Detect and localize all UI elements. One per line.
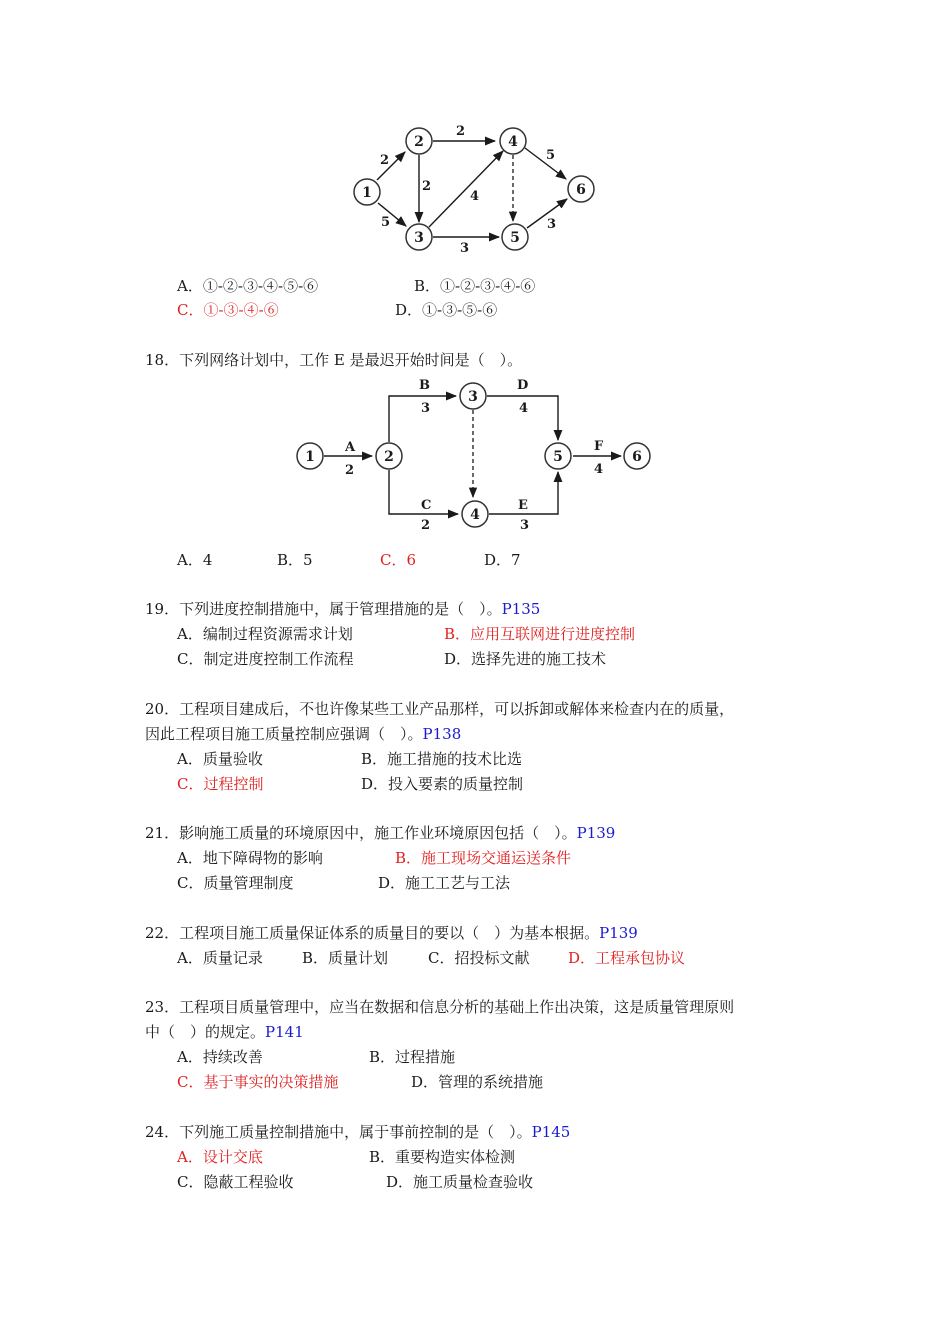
svg-text:1: 1 [305, 449, 315, 465]
q19-option-a[interactable]: A．编制过程资源需求计划 [177, 625, 353, 643]
q18-activity-d-duration: 4 [519, 401, 529, 416]
q20-question-stem-line1: 20．工程项目建成后，不也许像某些工业产品那样，可以拆卸或解体来检查内在的质量， [145, 700, 735, 718]
q23-question-stem-line2: 中（ ）的规定。P141 [145, 1023, 304, 1041]
q22-option-b[interactable]: B．质量计划 [302, 949, 389, 967]
q18-activity-e-name: E [518, 498, 528, 513]
svg-text:4: 4 [470, 507, 480, 523]
q17-edge-label: 5 [381, 215, 391, 230]
q17-edge-label: 2 [456, 124, 466, 139]
svg-text:1: 1 [362, 185, 372, 201]
q22-question-stem: 22．工程项目施工质量保证体系的质量目的要以（ ）为基本根据。P139 [145, 924, 638, 942]
q18-activity-a-duration: 2 [345, 463, 355, 478]
q24-question-stem: 24．下列施工质量控制措施中，属于事前控制的是（ ）。P145 [145, 1123, 571, 1141]
q23-question-stem-line1: 23．工程项目质量管理中，应当在数据和信息分析的基础上作出决策，这是质量管理原则 [145, 998, 735, 1016]
q22-option-d-answer[interactable]: D．工程承包协议 [568, 949, 686, 967]
q18-node-3 [460, 383, 486, 409]
q18-node-1 [297, 443, 323, 469]
q17-node-4 [500, 128, 526, 154]
svg-text:6: 6 [632, 449, 642, 465]
q22-option-c[interactable]: C．招投标文献 [428, 949, 530, 967]
q24-page-ref: P145 [531, 1123, 571, 1141]
q18-network-diagram [297, 378, 650, 533]
q18-node-4 [462, 501, 488, 527]
q17-node-2 [406, 128, 432, 154]
q18-option-b[interactable]: B．5 [277, 551, 313, 569]
q23-option-c-answer[interactable]: C．基于事实的决策措施 [177, 1073, 339, 1091]
svg-text:5: 5 [510, 230, 520, 246]
svg-text:3: 3 [414, 230, 424, 246]
q18-option-d[interactable]: D．7 [484, 551, 521, 569]
q18-option-a[interactable]: A．4 [177, 551, 213, 569]
q17-edge-label: 4 [470, 189, 480, 204]
q18-activity-b-duration: 3 [421, 401, 431, 416]
q20-question-stem-line2: 因此工程项目施工质量控制应强调（ ）。P138 [145, 725, 462, 743]
q22-page-ref: P139 [599, 924, 638, 942]
q18-activity-c-name: C [421, 498, 432, 513]
q17-option-a[interactable]: A．①-②-③-④-⑤-⑥ [177, 277, 319, 295]
q24-option-a-answer[interactable]: A．设计交底 [177, 1148, 263, 1166]
q18-activity-d-name: D [517, 378, 529, 393]
q18-activity-c-duration: 2 [421, 518, 431, 533]
q17-option-c-answer[interactable]: C．①-③-④-⑥ [177, 301, 279, 319]
q21-option-b-answer[interactable]: B．施工现场交通运送条件 [395, 849, 572, 867]
q18-activity-b-name: B [419, 378, 430, 393]
q17-edge-label: 3 [460, 241, 470, 256]
q23-option-b[interactable]: B．过程措施 [369, 1048, 456, 1066]
q23-page-ref: P141 [265, 1023, 304, 1041]
q19-option-d[interactable]: D．选择先进的施工技术 [444, 650, 607, 668]
q19-page-ref: P135 [501, 600, 541, 618]
q21-option-c[interactable]: C．质量管理制度 [177, 874, 294, 892]
q21-question-stem: 21．影响施工质量的环境原因中，施工作业环境原因包括（ ）。P139 [145, 824, 616, 842]
q18-question-stem: 18．下列网络计划中，工作 E 是最迟开始时间是（ ）。 [145, 351, 523, 369]
q18-node-6 [624, 443, 650, 469]
q24-option-d[interactable]: D．施工质量检查验收 [386, 1173, 534, 1191]
q20-option-a[interactable]: A．质量验收 [177, 750, 263, 768]
q17-edge-label: 5 [546, 148, 556, 163]
q18-option-c-answer[interactable]: C．6 [380, 551, 417, 569]
q18-node-5 [545, 443, 571, 469]
q17-node-6 [568, 176, 594, 202]
q17-node-3 [406, 224, 432, 250]
q17-option-b[interactable]: B．①-②-③-④-⑥ [414, 277, 536, 295]
q24-option-c[interactable]: C．隐蔽工程验收 [177, 1173, 294, 1191]
q17-option-d[interactable]: D．①-③-⑤-⑥ [395, 301, 498, 319]
q19-option-c[interactable]: C．制定进度控制工作流程 [177, 650, 354, 668]
q17-edge-3-4 [429, 151, 503, 227]
q20-page-ref: P138 [422, 725, 462, 743]
q20-option-d[interactable]: D．投入要素的质量控制 [361, 775, 524, 793]
q18-activity-f-duration: 4 [594, 462, 604, 477]
q19-question-stem: 19．下列进度控制措施中，属于管理措施的是（ ）。P135 [145, 600, 541, 618]
q23-option-a[interactable]: A．持续改善 [177, 1048, 263, 1066]
q19-option-b-answer[interactable]: B．应用互联网进行进度控制 [444, 625, 636, 643]
q24-option-b[interactable]: B．重要构造实体检测 [369, 1148, 516, 1166]
q17-edge-label: 2 [422, 179, 432, 194]
q21-page-ref: P139 [576, 824, 616, 842]
q23-option-d[interactable]: D．管理的系统措施 [411, 1073, 544, 1091]
svg-text:2: 2 [384, 449, 394, 465]
q18-node-2 [376, 443, 402, 469]
q20-option-c-answer[interactable]: C．过程控制 [177, 775, 264, 793]
q17-edge-label: 3 [547, 217, 557, 232]
svg-text:2: 2 [414, 134, 424, 150]
q17-node-5 [502, 224, 528, 250]
q20-option-b[interactable]: B．施工措施的技术比选 [361, 750, 523, 768]
q21-option-a[interactable]: A．地下障碍物的影响 [177, 849, 323, 867]
svg-text:6: 6 [576, 182, 586, 198]
q18-activity-f-name: F [594, 439, 604, 454]
svg-text:5: 5 [553, 449, 563, 465]
q18-activity-a-name: A [345, 440, 356, 455]
q21-option-d[interactable]: D．施工工艺与工法 [378, 874, 511, 892]
svg-text:3: 3 [468, 389, 478, 405]
svg-text:4: 4 [508, 134, 518, 150]
q17-edge-label: 2 [380, 153, 390, 168]
q17-node-1 [354, 179, 380, 205]
q18-activity-e-duration: 3 [520, 518, 530, 533]
q22-option-a[interactable]: A．质量记录 [177, 949, 263, 967]
